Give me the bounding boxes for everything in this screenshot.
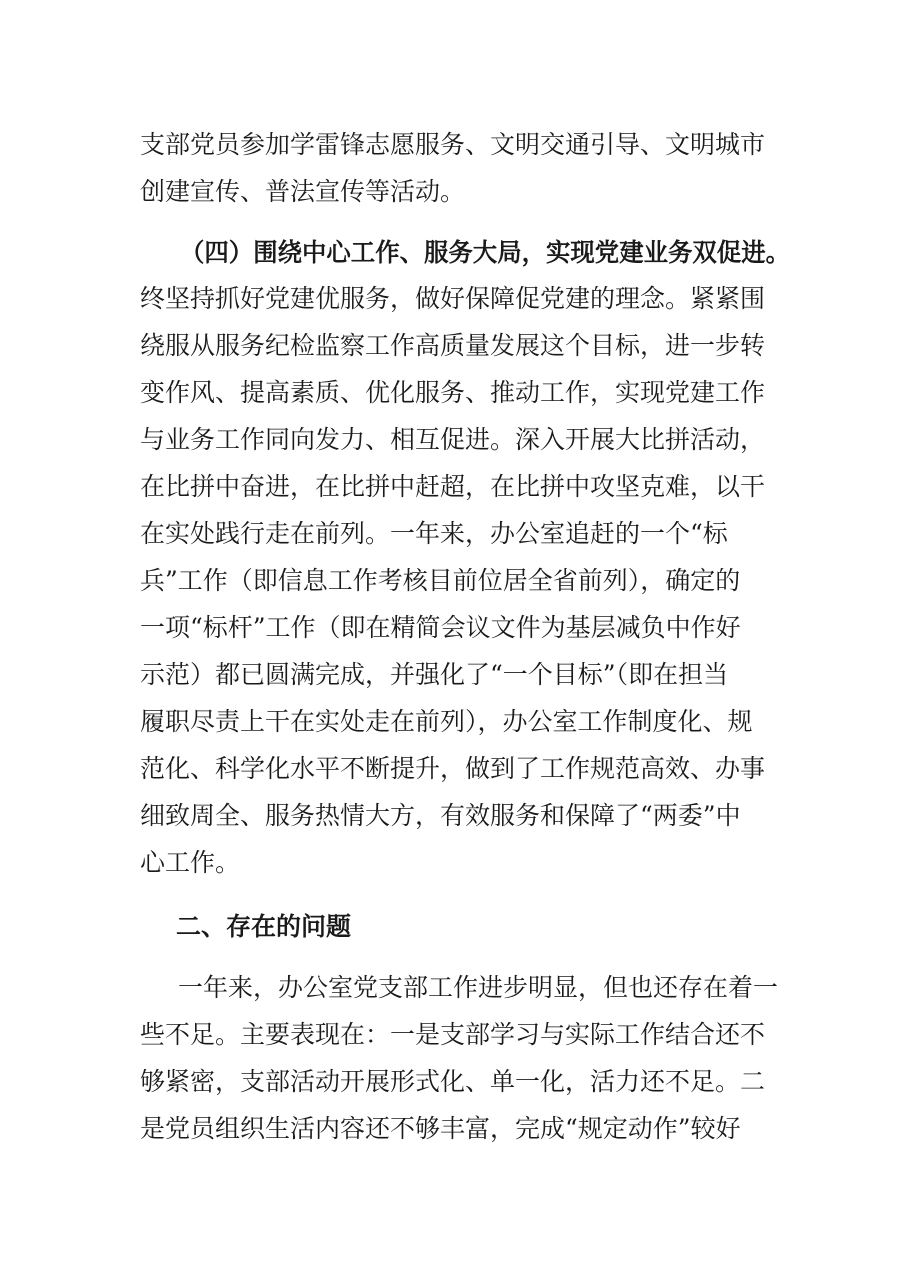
body-text-line: 些不足。主要表现在：一是支部学习与实际工作结合还不	[140, 1020, 766, 1049]
body-text-line: 兵”工作（即信息工作考核目前位居全省前列），确定的	[140, 566, 741, 595]
body-text-line: 在实处践行走在前列。一年来，办公室追赶的一个“标	[140, 519, 728, 548]
body-text-line: 终坚持抓好党建优服务，做好保障促党建的理念。紧紧围	[140, 284, 766, 313]
body-text-line: 绕服从服务纪检监察工作高质量发展这个目标，进一步转	[140, 331, 766, 360]
body-text-line: 是党员组织生活内容还不够丰富，完成“规定动作”较好	[140, 1114, 741, 1143]
body-text-line: 履职尽责上干在实处走在前列），办公室工作制度化、规	[140, 707, 753, 736]
body-text-line: 范化、科学化水平不断提升，做到了工作规范高效、办事	[140, 754, 766, 783]
body-text-line: 一项“标杆”工作（即在精简会议文件为基层减负中作好	[140, 613, 741, 642]
body-text-line: 示范）都已圆满完成，并强化了“一个目标”（即在担当	[140, 660, 729, 689]
section-heading-4: （四）围绕中心工作、服务大局，实现党建业务双促进。	[180, 238, 791, 267]
section-heading-2: 二、存在的问题	[176, 912, 352, 941]
body-text-line: 够紧密，支部活动开展形式化、单一化，活力还不足。二	[140, 1067, 766, 1096]
body-text-line: 变作风、提高素质、优化服务、推动工作，实现党建工作	[140, 378, 766, 407]
body-text-line: 创建宣传、普法宣传等活动。	[140, 177, 466, 206]
body-text-line: 心工作。	[140, 848, 241, 877]
body-text-line: 支部党员参加学雷锋志愿服务、文明交通引导、文明城市	[140, 130, 766, 159]
body-text-line: 细致周全、服务热情大方，有效服务和保障了“两委”中	[140, 801, 741, 830]
body-text-line: 与业务工作同向发力、相互促进。深入开展大比拼活动，	[140, 425, 766, 454]
body-text-line: 在比拼中奋进，在比拼中赶超，在比拼中攻坚克难，以干	[140, 472, 766, 501]
body-text-line: 一年来，办公室党支部工作进步明显，但也还存在着一	[178, 973, 779, 1002]
